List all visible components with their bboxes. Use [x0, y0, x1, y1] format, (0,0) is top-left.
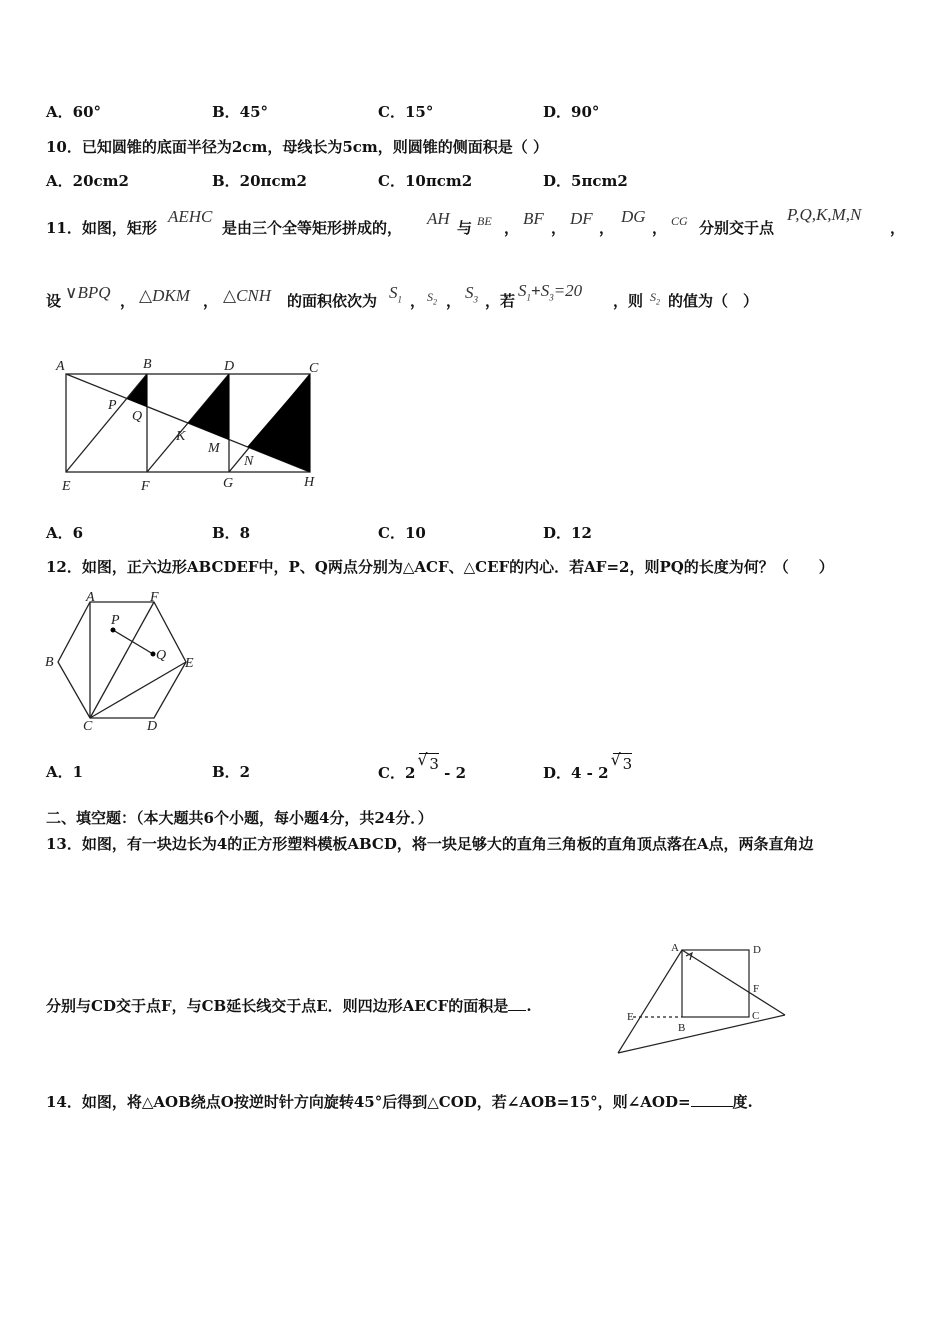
q11-stem-part2: 是由三个全等矩形拼成的，: [222, 219, 403, 237]
label-f: F: [753, 983, 760, 995]
sqrt-3-c: √ 3: [419, 753, 439, 774]
q11-line-be: BE: [477, 214, 492, 228]
q11-s2-ref: $S_2$: [650, 290, 660, 307]
label-p: P: [108, 398, 117, 413]
q11-equation: $S_1+S_3=20$: [518, 281, 583, 303]
q11-stem-part8: 的值为（ ）: [668, 292, 759, 310]
label-b: B: [143, 357, 152, 372]
q11-stem-part7: ，则: [613, 292, 644, 310]
q11-with: 与: [457, 219, 473, 237]
q11-triangle-bpq: ∨BPQ: [65, 283, 111, 302]
line-fc: [90, 602, 154, 718]
q11-comma5: ，: [890, 219, 906, 237]
label-g: G: [223, 476, 234, 491]
q10-option-d: D．5πcm2: [543, 172, 628, 190]
label-p: P: [111, 613, 120, 628]
q11-triangle-cnh: △CNH: [223, 286, 272, 305]
q9-option-c: C．15°: [378, 103, 434, 121]
q11-comma8: ，: [410, 292, 426, 310]
q12-stem: 12．如图，正六边形ABCDEF中，P、Q两点分别为△ACF、△CEF的内心．若AF=2，则PQ的长度为何？（ ）: [46, 558, 834, 576]
label-q: Q: [156, 648, 167, 663]
segment-pq: [113, 630, 153, 654]
q11-comma9: ，: [446, 292, 462, 310]
q11-comma1: ，: [504, 219, 520, 237]
sqrt-3-d: √ 3: [613, 753, 633, 774]
q11-s1: $S_1$: [389, 283, 402, 305]
q12-option-c: C．2√ 3 - 2: [378, 762, 466, 783]
q11-stem-part4: 设: [46, 292, 62, 310]
label-b: B: [678, 1022, 686, 1034]
q11-line-cg: CG: [671, 214, 688, 228]
label-d: D: [753, 944, 761, 956]
q13-square-figure: [612, 938, 797, 1058]
q11-stem-part3: 分别交于点: [699, 219, 775, 237]
q11-comma2: ，: [551, 219, 567, 237]
line-e-to-corner: [618, 1015, 785, 1053]
point-q: [151, 652, 156, 657]
line-ae: [618, 950, 682, 1053]
q11-comma6: ，: [120, 292, 136, 310]
q12-option-b: B．2: [212, 763, 251, 781]
point-p: [111, 628, 116, 633]
q11-line-bf: BF: [523, 209, 544, 228]
q12-hexagon-figure: [40, 590, 205, 735]
q9-option-a: A．60°: [46, 103, 102, 121]
q13-stem-line1: 13．如图，有一块边长为4的正方形塑料模板ABCD，将一块足够大的直角三角板的直角顶点落在A点，两条直角边: [46, 835, 814, 853]
q10-option-b: B．20πcm2: [212, 172, 307, 190]
square-abcd: [682, 950, 749, 1017]
label-f: F: [150, 590, 159, 605]
q11-rectangle-figure: [50, 352, 340, 497]
label-k: K: [176, 429, 186, 444]
label-a: A: [56, 359, 65, 374]
q14-answer-blank: [691, 1092, 733, 1107]
q11-line-df: DF: [570, 209, 593, 228]
q10-option-a: A．20cm2: [46, 172, 129, 190]
label-c: C: [83, 719, 93, 734]
label-e: E: [627, 1011, 634, 1023]
q11-points: P,Q,K,M,N: [787, 205, 862, 224]
label-d: D: [224, 359, 235, 374]
q11-option-b: B．8: [212, 524, 251, 542]
q9-option-b: B．45°: [212, 103, 269, 121]
right-angle-mark: [686, 953, 692, 960]
q12-option-d: D．4 - 2√ 3: [543, 762, 632, 783]
q11-triangle-dkm: △DKM: [139, 286, 190, 305]
q11-s3: $S_3$: [465, 283, 478, 305]
label-e: E: [62, 479, 71, 494]
shaded-triangle-bpq: [127, 374, 147, 407]
q11-stem-part5: 的面积依次为: [287, 292, 378, 310]
q11-comma4: ，: [652, 219, 668, 237]
label-d: D: [147, 719, 158, 734]
q10-option-c: C．10πcm2: [378, 172, 473, 190]
label-n: N: [244, 454, 254, 469]
line-ec: [90, 662, 186, 718]
label-m: M: [208, 441, 220, 456]
q11-comma3: ，: [599, 219, 615, 237]
label-a: A: [86, 590, 95, 605]
label-a: A: [671, 942, 679, 954]
q11-option-d: D．12: [543, 524, 592, 542]
label-c: C: [309, 361, 319, 376]
shaded-triangle-cnh: [247, 374, 310, 472]
q11-option-a: A．6: [46, 524, 84, 542]
q13-answer-blank: [508, 996, 526, 1011]
label-h: H: [304, 475, 315, 490]
q11-s2: $S_2$: [427, 290, 437, 307]
label-b: B: [45, 655, 54, 670]
section-heading: 二、填空题：（本大题共6个小题，每小题4分，共24分．）: [46, 809, 433, 827]
label-c: C: [752, 1010, 760, 1022]
q14-stem: 14．如图，将△AOB绕点O按逆时针方向旋转45°后得到△COD，若∠AOB=15°，则∠AOD= 度.: [46, 1093, 753, 1111]
shaded-triangle-dkm: [188, 374, 229, 440]
q11-comma7: ，: [203, 292, 219, 310]
q11-option-c: C．10: [378, 524, 426, 542]
label-e: E: [185, 656, 194, 671]
q9-option-d: D．90°: [543, 103, 600, 121]
label-q: Q: [132, 409, 143, 424]
line-af: [682, 950, 785, 1015]
q11-stem-part1: 11．如图，矩形: [46, 219, 157, 237]
q11-line-ah: AH: [427, 209, 450, 228]
label-f: F: [141, 479, 150, 494]
q12-option-a: A．1: [46, 763, 84, 781]
q13-stem-line2: 分别与CD交于点F，与CB延长线交于点E．则四边形AECF的面积是 .: [46, 997, 532, 1015]
q11-line-dg: DG: [621, 207, 646, 226]
q10-stem: 10．已知圆锥的底面半径为2cm，母线长为5cm，则圆锥的侧面积是（ ）: [46, 138, 548, 156]
q11-stem-part6: ，若: [485, 292, 516, 310]
q11-rect-name: AEHC: [168, 207, 213, 226]
